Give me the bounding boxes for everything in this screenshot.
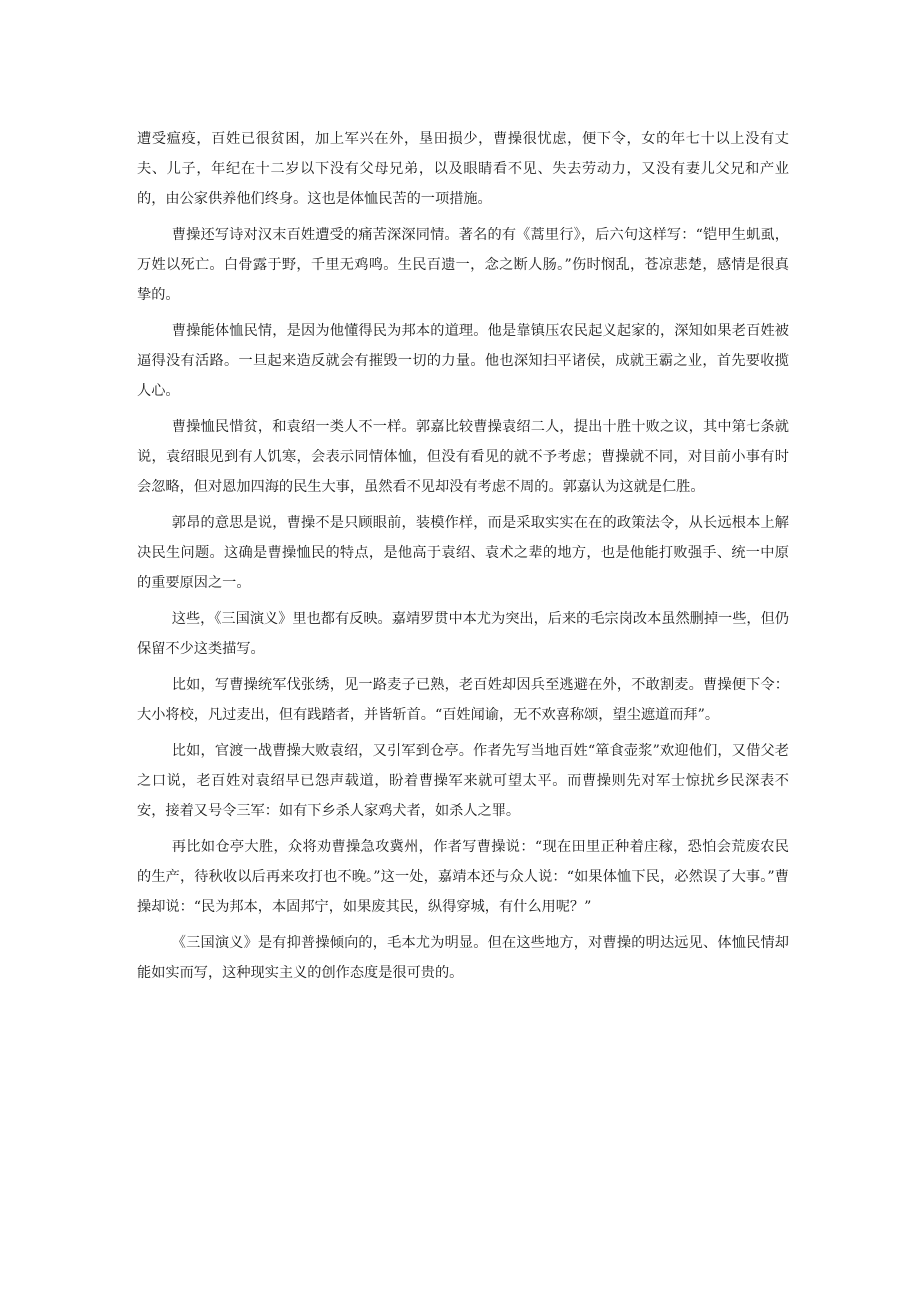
document-body [137,124,789,994]
paragraph: 遭受瘟疫，百姓已很贫困，加上军兴在外，垦田损少，曹操很忧虑，便下令，女的年七十以上没有丈夫、儿子，年纪在十二岁以下没有父母兄弟，以及眼睛看不见、失去劳动力，又没有妻儿父兄和产业的，由公家供养他们终身。这也是体恤民苦的一项措施。 [137,131,789,207]
paragraph: 曹操还写诗对汉末百姓遭受的痛苦深深同情。著名的有《蒿里行》，后六句这样写：“铠甲生虮虱，万姓以死亡。白骨露于野，千里无鸡鸣。生民百遗一，念之断人肠。”伤时悯乱，苍凉悲楚，感情是很真挚的。 [137,227,789,303]
paragraph: 郭昂的意思是说，曹操不是只顾眼前，装模作样，而是采取实实在在的政策法令，从长远根本上解决民生问题。这确是曹操恤民的特点，是他高于袁绍、袁术之辈的地方，也是他能打败强手、统一中原的重要原因之一。 [137,515,789,591]
paragraph: 这些，《三国演义》里也都有反映。嘉靖罗贯中本尤为突出，后来的毛宗岗改本虽然删掉一些，但仍保留不少这类描写。 [137,611,789,657]
paragraph: 《三国演义》是有抑普操倾向的，毛本尤为明显。但在这些地方，对曹操的明达远见、体恤民情却能如实而写，这种现实主义的创作态度是很可贵的。 [137,935,789,981]
paragraph: 曹操能体恤民情，是因为他懂得民为邦本的道理。他是靠镇压农民起义起家的，深知如果老百姓被逼得没有活路。一旦起来造反就会有摧毁一切的力量。他也深知扫平诸侯，成就王霸之业，首先要收揽人心。 [137,323,789,399]
paragraph: 比如，写曹操统军伐张绣，见一路麦子已熟，老百姓却因兵至逃避在外，不敢割麦。曹操便下令：大小将校，凡过麦出，但有践踏者，并皆斩首。“百姓闻谕，无不欢喜称颂，望尘遮道而拜”。 [137,677,789,723]
paragraph: 再比如仓亭大胜，众将劝曹操急攻冀州，作者写曹操说：“现在田里正种着庄稼，恐怕会荒废农民的生产，待秋收以后再来攻打也不晚。”这一处，嘉靖本还与众人说：“如果体恤下民，必然误了大事。”曹操却说：“民为邦本，本固邦宁，如果废其民，纵得穿城，有什么用呢？” [137,839,789,915]
paragraph: 比如，官渡一战曹操大败袁绍，又引军到仓亭。作者先写当地百姓“箪食壶浆”欢迎他们，又借父老之口说，老百姓对袁绍早已怨声载道，盼着曹操军来就可望太平。而曹操则先对军士惊扰乡民深表不安，接着又号令三军：如有下乡杀人家鸡犬者，如杀人之罪。 [137,743,789,819]
paragraph: 曹操恤民惜贫，和袁绍一类人不一样。郭嘉比较曹操袁绍二人，提出十胜十败之议，其中第七条就说，袁绍眼见到有人饥寒，会表示同情体恤，但没有看见的就不予考虑；曹操就不同，对目前小事有时会忽略，但对恩加四海的民生大事，虽然看不见却没有考虑不周的。郭嘉认为这就是仁胜。 [137,419,789,495]
